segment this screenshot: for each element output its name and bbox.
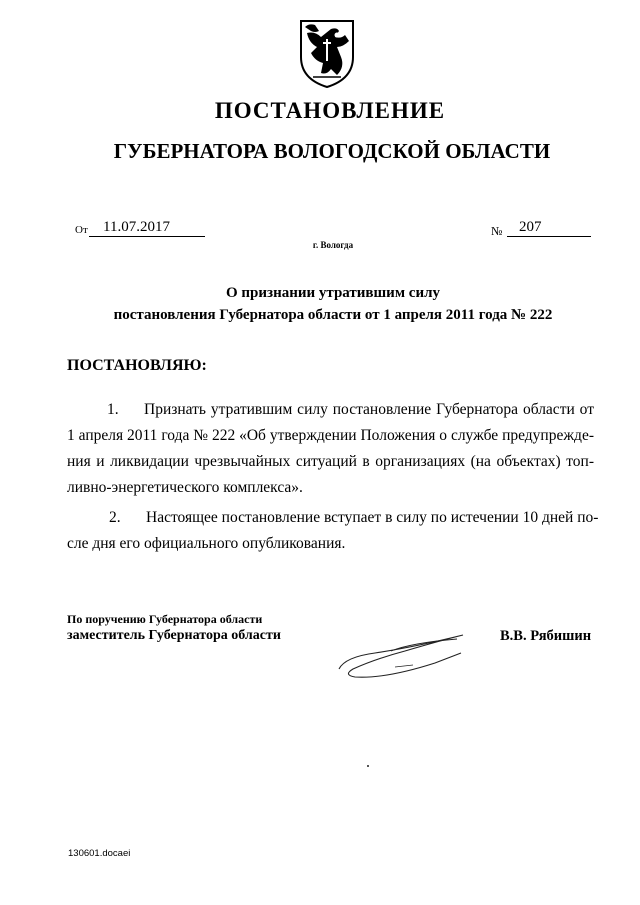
item-line: ливно-энергетического комплекса». bbox=[67, 479, 303, 496]
item-line: сле дня его официального опубликования. bbox=[67, 535, 346, 552]
item-number: 2. bbox=[109, 509, 121, 526]
item-line: 1. Признать утратившим силу постановление Губернатора области от bbox=[67, 397, 594, 423]
subject-line-2: постановления Губернатора области от 1 апреля 2011 года № 222 bbox=[113, 307, 553, 323]
item-number: 1. bbox=[107, 401, 119, 418]
number-underline bbox=[507, 236, 591, 237]
item-line: 2. Настоящее постановление вступает в силу по истечении 10 дней по- bbox=[67, 505, 594, 531]
signatory-position: заместитель Губернатора области bbox=[67, 628, 281, 643]
handwritten-signature bbox=[335, 627, 475, 681]
document-issuer: ГУБЕРНАТОРА ВОЛОГОДСКОЙ ОБЛАСТИ bbox=[113, 139, 551, 163]
document-city: г. Вологда bbox=[312, 240, 354, 250]
item-line: ния и ликвидации чрезвычайных ситуаций в организациях (на объектах) топ- bbox=[67, 453, 594, 470]
date-underline bbox=[89, 236, 205, 237]
date-prefix: От bbox=[75, 224, 88, 236]
document-title: ПОСТАНОВЛЕНИЕ bbox=[214, 98, 446, 123]
file-reference: 130601.docaei bbox=[68, 848, 131, 859]
decree-word: ПОСТАНОВЛЯЮ: bbox=[67, 357, 207, 374]
scan-speck bbox=[367, 765, 369, 767]
decree-item-1 bbox=[67, 397, 594, 501]
signatory-authority: По поручению Губернатора области bbox=[67, 612, 263, 626]
signatory-name: В.В. Рябишин bbox=[500, 628, 592, 644]
subject-line-1: О признании утратившим силу bbox=[226, 285, 440, 301]
vologda-coat-of-arms-icon bbox=[297, 17, 357, 89]
document-date: 11.07.2017 bbox=[103, 219, 170, 235]
item-line: 1 апреля 2011 года № 222 «Об утверждении Положения о службе предупрежде- bbox=[67, 427, 594, 444]
document-number: 207 bbox=[519, 219, 542, 235]
decree-item-2 bbox=[67, 505, 599, 557]
number-prefix: № bbox=[491, 224, 503, 238]
